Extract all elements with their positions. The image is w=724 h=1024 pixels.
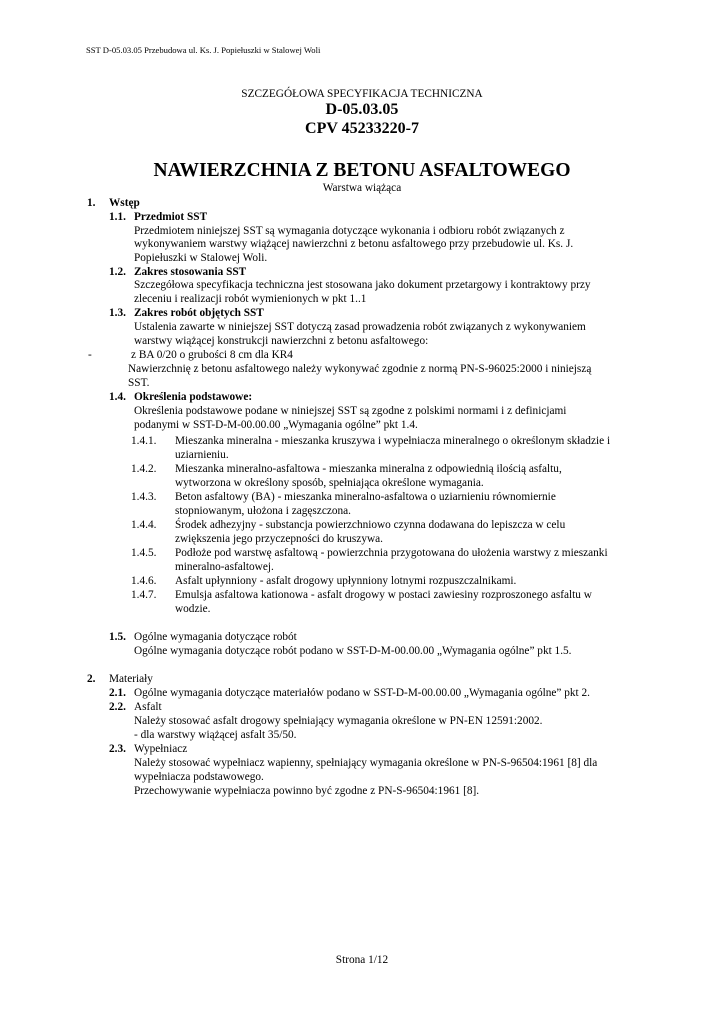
section-2-title: Materiały <box>109 673 153 685</box>
paragraph-line: Należy stosować asfalt drogowy spełniający wymagania określone w PN-EN 12591:2002. <box>134 715 543 727</box>
definition-number: 1.4.6. <box>131 575 157 587</box>
definition-line: Mieszanka mineralna - mieszanka kruszywa i wypełniacza mineralnego o określonym składzie i <box>175 435 611 447</box>
definition-line: Emulsja asfaltowa kationowa - asfalt drogowy w postaci zawiesiny rozproszonego asfaltu w <box>175 589 592 601</box>
section-2-2-title: Asfalt <box>134 701 162 713</box>
definition-line: stopniowanym, ułożona i zagęszczona. <box>175 505 351 517</box>
paragraph-line: podanymi w SST-D-M-00.00.00 „Wymagania ogólne” pkt 1.4. <box>134 419 418 431</box>
section-1-1-title: Przedmiot SST <box>134 211 208 223</box>
spec-code: D-05.03.05 <box>325 101 399 118</box>
definition-line: Asfalt upłynniony - asfalt drogowy upłynniony lotnymi rozpuszczalnikami. <box>175 575 517 587</box>
paragraph-line: Nawierzchnię z betonu asfaltowego należy wykonywać zgodnie z normą PN-S-96025:2000 i niniejszą <box>128 363 592 375</box>
definition-number: 1.4.7. <box>131 589 157 601</box>
bullet-dash: - <box>88 349 92 361</box>
paragraph-line: Popiełuszki w Stalowej Woli. <box>134 252 268 264</box>
paragraph-line: Przedmiotem niniejszej SST są wymagania dotyczące wykonania i odbioru robót związanych z <box>134 225 565 237</box>
list-item: z BA 0/20 o grubości 8 cm dla KR4 <box>131 349 293 361</box>
cpv-code: CPV 45233220-7 <box>305 120 419 137</box>
page-subtitle: Warstwa wiążąca <box>322 182 402 194</box>
definition-number: 1.4.4. <box>131 519 157 531</box>
section-1-1-number: 1.1. <box>109 211 126 223</box>
section-1-5-number: 1.5. <box>109 631 126 643</box>
definition-line: mineralno-asfaltowej. <box>175 561 274 573</box>
definition-number: 1.4.3. <box>131 491 157 503</box>
definition-line: wytworzona w określony sposób, spełniająca określone wymagania. <box>175 477 484 489</box>
section-1-3-number: 1.3. <box>109 307 126 319</box>
section-1-2-title: Zakres stosowania SST <box>134 266 247 278</box>
section-2-2-number: 2.2. <box>109 701 126 713</box>
definition-line: uziarnieniu. <box>175 449 229 461</box>
paragraph-line: SST. <box>128 377 150 389</box>
definition-number: 1.4.1. <box>131 435 157 447</box>
section-2-1-number: 2.1. <box>109 687 126 699</box>
paragraph-line: Ogólne wymagania dotyczące materiałów podano w SST-D-M-00.00.00 „Wymagania ogólne” pkt 2. <box>134 687 590 699</box>
definition-line: zwiększenia jego przyczepności do kruszywa. <box>175 533 383 545</box>
definition-number: 1.4.2. <box>131 463 157 475</box>
page-number: Strona 1/12 <box>335 954 389 966</box>
definition-line: Podłoże pod warstwę asfaltową - powierzchnia przygotowana do ułożenia warstwy z mieszanki <box>175 547 608 559</box>
section-1-5-title: Ogólne wymagania dotyczące robót <box>134 631 297 643</box>
section-1-4-number: 1.4. <box>109 391 126 403</box>
spec-label: SZCZEGÓŁOWA SPECYFIKACJA TECHNICZNA <box>241 88 483 100</box>
paragraph-line: - dla warstwy wiążącej asfalt 35/50. <box>134 729 297 741</box>
paragraph-line: wypełniacza podstawowego. <box>134 771 264 783</box>
section-1-number: 1. <box>87 197 96 209</box>
paragraph-line: Ustalenia zawarte w niniejszej SST dotyczą zasad prowadzenia robót związanych z wykonywaniem <box>134 321 586 333</box>
section-2-3-number: 2.3. <box>109 743 126 755</box>
section-1-4-title: Określenia podstawowe: <box>134 391 253 403</box>
section-1-2-number: 1.2. <box>109 266 126 278</box>
paragraph-line: warstwy wiążącej konstrukcji nawierzchni z betonu asfaltowego: <box>134 335 429 347</box>
section-2-3-title: Wypełniacz <box>134 743 188 755</box>
paragraph-line: Należy stosować wypełniacz wapienny, spełniający wymagania określone w PN-S-96504:1961 [8] dla <box>134 757 598 769</box>
paragraph-line: Szczegółowa specyfikacja techniczna jest stosowana jako dokument przetargowy i kontraktowy przy <box>134 279 591 291</box>
definition-number: 1.4.5. <box>131 547 157 559</box>
section-2-number: 2. <box>87 673 96 685</box>
definition-line: wodzie. <box>175 603 211 615</box>
paragraph-line: Określenia podstawowe podane w niniejszej SST są zgodne z polskimi normami i z definicjami <box>134 405 567 417</box>
section-1-3-title: Zakres robót objętych SST <box>134 307 264 319</box>
running-header: SST D-05.03.05 Przebudowa ul. Ks. J. Popiełuszki w Stalowej Woli <box>86 45 321 55</box>
paragraph-line: wykonywaniem warstwy wiążącej nawierzchni z betonu asfaltowego przy przebudowie ul. Ks. J. <box>134 238 574 250</box>
section-1-title: Wstęp <box>109 197 140 209</box>
paragraph-line: Przechowywanie wypełniacza powinno być zgodne z PN-S-96504:1961 [8]. <box>134 785 480 797</box>
definition-line: Beton asfaltowy (BA) - mieszanka mineralno-asfaltowa o uziarnieniu równomiernie <box>175 491 556 503</box>
paragraph-line: Ogólne wymagania dotyczące robót podano w SST-D-M-00.00.00 „Wymagania ogólne” pkt 1.5. <box>134 645 572 657</box>
definition-line: Środek adhezyjny - substancja powierzchniowo czynna dodawana do lepiszcza w celu <box>175 519 566 531</box>
page-title: NAWIERZCHNIA Z BETONU ASFALTOWEGO <box>153 160 571 181</box>
paragraph-line: zleceniu i realizacji robót wymienionych w pkt 1..1 <box>134 293 367 305</box>
definition-line: Mieszanka mineralno-asfaltowa - mieszanka mineralna z odpowiednią ilością asfaltu, <box>175 463 562 475</box>
